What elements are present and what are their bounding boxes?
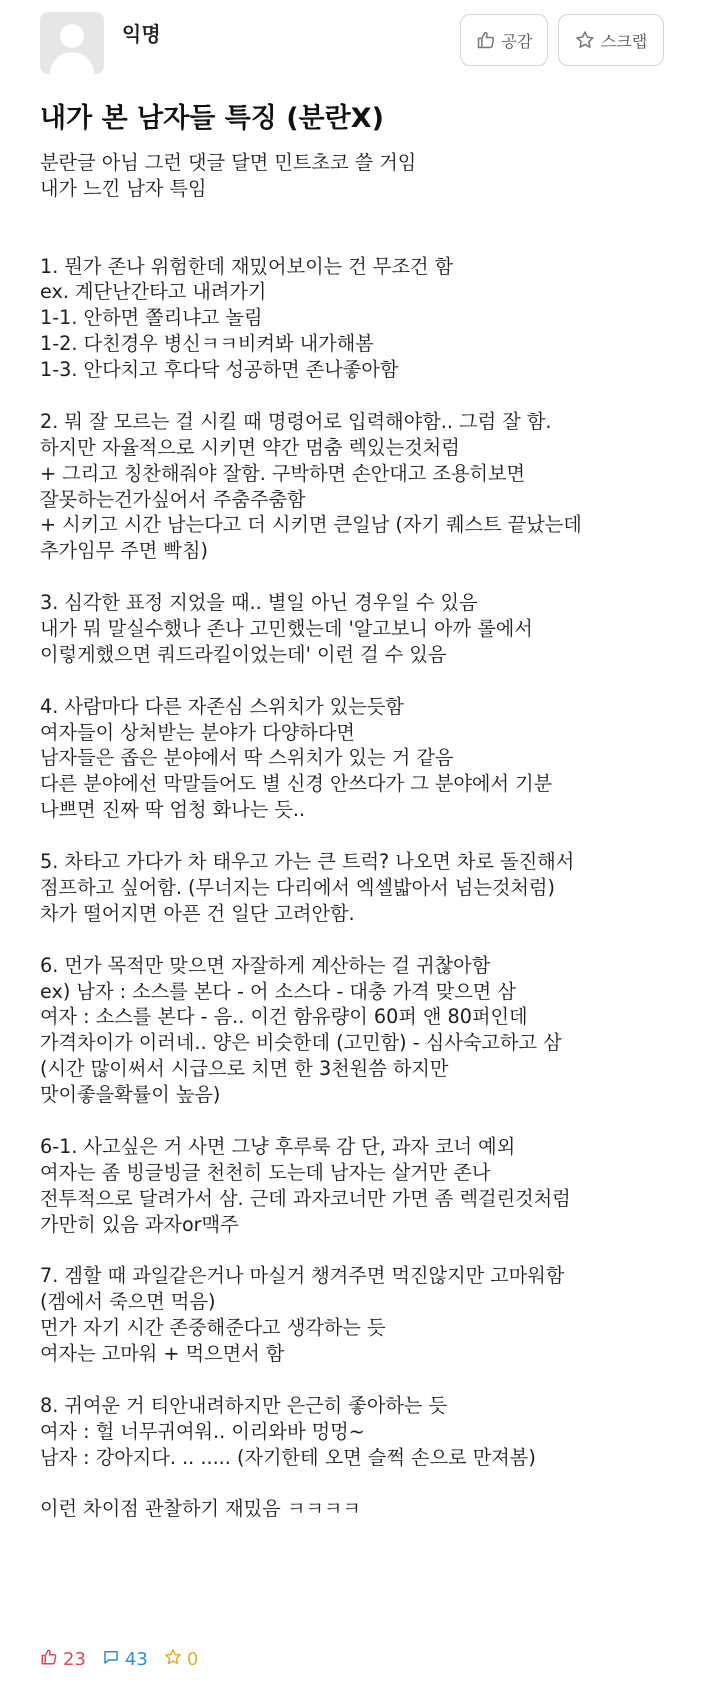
post-body [40,150,680,1522]
scrap-count: 0 [186,1649,199,1670]
post-body-line: 여자는 좀 빙글빙글 천천히 도는데 남자는 살거만 존나 [40,1160,491,1184]
post-stats [40,1648,214,1671]
star-icon [164,1648,182,1671]
post-body-line: 여자들이 상처받는 분야가 다양하다면 [40,720,355,744]
scrap-stat[interactable] [164,1648,198,1671]
post-body-line: 여자 : 소스를 본다 - 음.. 이건 함유량이 60퍼 앤 80퍼인데 [40,1005,528,1029]
post-body-line: ex. 계단난간타고 내려가기 [40,280,267,304]
post-body-line: 2. 뭐 잘 모르는 걸 시킬 때 명령어로 입력해야함.. 그럼 잘 함. [40,409,552,433]
scrap-button[interactable] [558,14,664,66]
post-body-line: 내가 뭐 말실수했나 존나 고민했는데 '알고보니 아까 롤에서 [40,617,533,641]
post-body-line: 여자는 고마워 + 먹으면서 함 [40,1341,285,1365]
post-body-line: 이런 차이점 관찰하기 재밌음 ㅋㅋㅋㅋ [40,1497,361,1521]
post-header [0,0,705,80]
post-body-line: 남자들은 좁은 분야에서 딱 스위치가 있는 거 같음 [40,746,454,770]
post-body-line: 전투적으로 달려가서 삼. 근데 과자코너만 가면 좀 렉걸린것처럼 [40,1186,571,1210]
post-body-line: 내가 느낀 남자 특임 [40,176,207,200]
scrap-button-label: 스크랩 [600,31,648,51]
post-body-line: 차가 떨어지면 아픈 건 일단 고려안함. [40,901,355,925]
post-body-line: 가격차이가 이러네.. 양은 비슷한데 (고민함) - 심사숙고하고 삼 [40,1031,562,1055]
avatar-head-shape [60,24,84,48]
post-body-line: (시간 많이써서 시급으로 치면 한 3천원씀 하지만 [40,1057,449,1081]
post-body-line: 잘못하는건가싶어서 주춤주춤함 [40,487,306,511]
post-body-line: 점프하고 싶어함. (무너지는 다리에서 엑셀밟아서 넘는것처럼) [40,875,555,899]
post-body-line [40,823,680,849]
post-body-line: 8. 귀여운 거 티안내려하지만 은근히 좋아하는 듯 [40,1393,448,1417]
post-body-line: 1-3. 안다치고 후다닥 성공하면 존나좋아함 [40,358,399,382]
post-body-line: 7. 겜할 때 과일같은거나 마실거 챙겨주면 먹진않지만 고마워함 [40,1264,565,1288]
post-body-line: + 그리고 칭찬해줘야 잘함. 구박하면 손안대고 조용히보면 [40,461,526,485]
post-body-line: + 시키고 시간 남는다고 더 시키면 큰일남 (자기 퀘스트 끝났는데 [40,513,582,537]
post-body-line [40,668,680,694]
post-body-line: 1. 뭔가 존나 위험한데 재밌어보이는 건 무조건 함 [40,254,454,278]
post-body-line: 3. 심각한 표정 지었을 때.. 별일 아닌 경우일 수 있음 [40,591,478,615]
post-body-line [40,228,680,254]
thumbs-up-icon [40,1648,58,1671]
post-body-line [40,1108,680,1134]
post-body-line: 1-1. 안하면 쫄리냐고 놀림 [40,306,263,330]
like-button[interactable] [460,14,548,66]
post-body-line: 분란글 아님 그런 댓글 달면 민트초코 쓸 거임 [40,151,417,174]
post-body-line: 5. 차타고 가다가 차 태우고 가는 큰 트럭? 나오면 차로 돌진해서 [40,850,575,874]
thumbs-up-icon [476,30,496,50]
comment-bubble-icon [102,1648,120,1671]
post-body-line: 여자 : 헐 너무귀여워.. 이리와바 멍멍~ [40,1419,365,1443]
post-body-line: 나쁘면 진짜 딱 엄청 화나는 듯.. [40,798,306,822]
like-count: 23 [63,1649,86,1670]
post-body-line: 4. 사람마다 다른 자존심 스위치가 있는듯함 [40,694,404,718]
author-name[interactable]: 익명 [122,22,161,46]
post-body-line: 6. 먼가 목적만 맞으면 자잘하게 계산하는 걸 귀찮아함 [40,953,491,977]
post-body-line: 남자 : 강아지다. .. ..... (자기한테 오면 슬쩍 손으로 만져봄) [40,1445,536,1469]
post-title: 내가 본 남자들 특징 (분란X) [40,103,384,134]
post-body-line: 6-1. 사고싶은 거 사면 그냥 후루룩 감 단, 과자 코너 예외 [40,1134,516,1158]
post-body-line [40,202,680,228]
like-stat[interactable] [40,1648,86,1671]
comment-stat[interactable] [102,1648,148,1671]
post-body-line [40,1367,680,1393]
post-body-line: ex) 남자 : 소스를 본다 - 어 소스다 - 대충 가격 맞으면 삼 [40,979,516,1003]
post-body-line: 다른 분야에선 막말들어도 별 신경 안쓰다가 그 분야에서 기분 [40,772,553,796]
star-icon [575,30,595,50]
post-body-line [40,564,680,590]
post-body-line: 1-2. 다친경우 병신ㅋㅋ비켜봐 내가해봄 [40,332,374,356]
post-body-line: 추가임무 주면 빡침) [40,539,208,563]
post-body-line: 가만히 있음 과자or맥주 [40,1212,239,1236]
post-body-line [40,383,680,409]
post-body-line: 이렇게했으면 쿼드라킬이었는데' 이런 걸 수 있음 [40,642,447,666]
like-button-label: 공감 [501,31,533,51]
post-body-line: 하지만 자율적으로 시키면 약간 멈춤 렉있는것처럼 [40,435,460,459]
post-body-line: 맛이좋을확률이 높음) [40,1083,221,1107]
comment-count: 43 [124,1649,148,1670]
post-body-line [40,927,680,953]
post-body-line: 먼가 자기 시간 존중해준다고 생각하는 듯 [40,1316,386,1340]
post-body-line: (겜에서 죽으면 먹음) [40,1290,216,1314]
avatar[interactable] [40,12,104,74]
post-body-line [40,1470,680,1496]
avatar-body-shape [50,52,94,74]
post-body-line [40,1237,680,1263]
